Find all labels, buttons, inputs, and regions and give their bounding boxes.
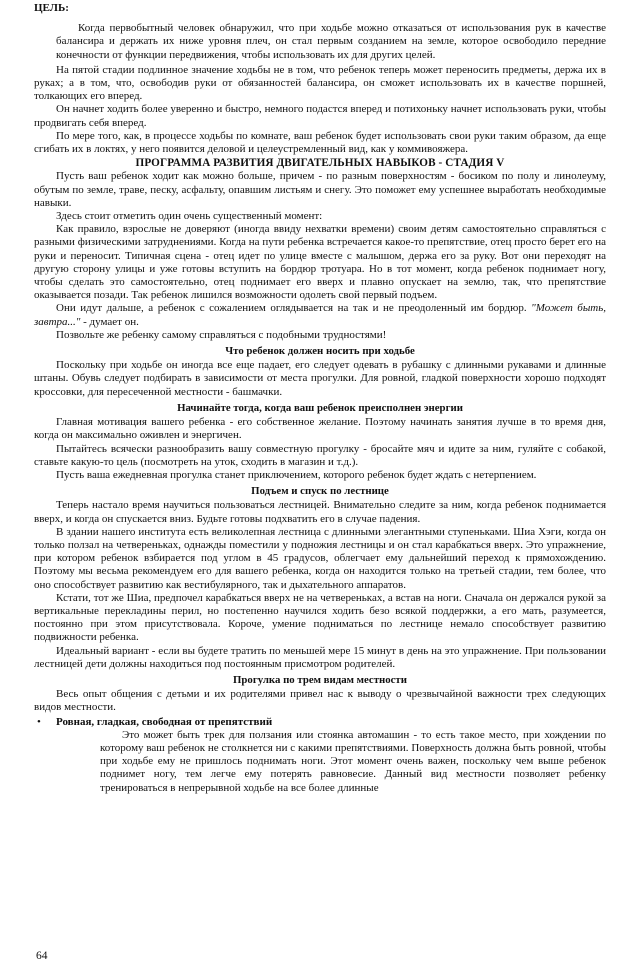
section-label: ЦЕЛЬ: [34,2,69,14]
terrain-list [34,716,606,795]
curb-sentence-start: Они идут дальше, а ребенок с сожалением оглядывается на так и не преодоленный им бордюр. [56,302,532,315]
paragraph: Пусть ваша ежедневная прогулка станет приключением, которого ребенок будет ждать с нетерпением. [56,468,537,481]
paragraph: Весь опыт общения с детьми и их родителями привел нас к выводу о чрезвычайной важности трех следующих видов местности. [34,688,606,714]
paragraph: В здании нашего института есть великолепная лестница с длинными элегантными ступеньками. Шиа Хэги, когда он только ползал на четвереньках, однажды поместили у подножия лестницы и он стал карабкаться вверх. Это упражнение, при котором ребенок взбирается под углом в 45 градусов, облегчает ему дальнейший переход к прямохождению. Поэтому мы весьма рекомендуем его для вашего ребенка, когда он находится только на третьей стадии, тем более, что оно способствует развитию как вестибулярного, так и дыхательного аппаратов. [34,525,606,591]
bullet-icon: • [37,715,41,728]
stairs-heading: Подъем и спуск по лестнице [251,485,389,498]
paragraph: Здесь стоит отметить один очень существенный момент: [56,210,323,223]
list-item-title: Ровная, гладкая, свободная от препятствий [56,715,273,728]
paragraph: Позвольте же ребенку самому справляться с подобными трудностями! [56,328,387,341]
paragraph: Поскольку при ходьбе он иногда все еще падает, его следует одевать в рубашку с длинными рукавами и длинные штаны. Обувь следует подбирать в зависимости от места прогулки. Для ровной, гладкой поверхности хорошо подходят кроссовки, для пересеченной местности - башмачки. [34,359,606,398]
paragraph: Пусть ваш ребенок ходит как можно больше, причем - по разным поверхностям - босиком по полу и линолеуму, обутым по земле, траве, песку, асфальту, опавшим листьям и снегу. Это поможет ему успешнее выработать необходимые навыки. [34,170,606,209]
paragraph: Теперь настало время научиться пользоваться лестницей. Внимательно следите за ним, когда ребенок поднимается вверх, и когда он спускается вниз. Будьте готовы подхватить его в случае падения. [34,499,606,525]
intro-paragraph: Когда первобытный человек обнаружил, что при ходьбе можно отказаться от использования рук в качестве балансира и держать их ниже уровня плеч, он стал первым созданием на земле, которое освободило передние конечности от функции передвижения, чтобы использовать их для других целей. [56,22,606,61]
paragraph: Идеальный вариант - если вы будете тратить по меньшей мере 15 минут в день на это упражнение. При пользовании лестницей дети должны находиться под постоянным присмотром родителей. [34,644,606,670]
curb-sentence-end: - думает он. [80,315,139,328]
curb-quote: "Может быть, завтра..." [34,302,606,328]
program-heading: ПРОГРАММА РАЗВИТИЯ ДВИГАТЕЛЬНЫХ НАВЫКОВ - СТАДИЯ V [135,157,505,170]
energy-heading: Начинайте тогда, когда ваш ребенок преисполнен энергии [177,401,463,414]
paragraph: На пятой стадии подлинное значение ходьбы не в том, что ребенок теперь может переносить предметы, держа их в руках; а в том, что, освободив руки от обязанностей балансира, он сможет использовать их в качестве поршней, толкающих его вперед. [34,63,606,103]
paragraph: Главная мотивация вашего ребенка - его собственное желание. Поэтому начинать занятия лучше в то время дня, когда он максимально оживлен и энергичен. [34,416,606,442]
paragraph: Пытайтесь всячески разнообразить вашу совместную прогулку - бросайте мяч и идите за ним, гуляйте с собакой, ставьте какую-то цель (посмотреть на уток, сходить в магазин и т.д.). [34,442,606,468]
page-number: 64 [36,950,48,962]
list-item [34,716,606,795]
list-item-body: Это может быть трек для ползания или стоянка автомашин - то есть такое место, при хождении по которому ваш ребенок не столкнется ни с какими препятствиями. Поверхность должна быть ровной, чтобы при ходьбе ему не пришлось поднимать ноги. Этот момент очень важен, поскольку чем выше ребенок поднимет ногу, тем легче ему потерять равновесие. Данный вид местности позволяет ребенку тренироваться в непрерывной ходьбе на все более длинные [100,728,606,794]
curb-paragraph [34,302,606,328]
terrain-heading: Прогулка по трем видам местности [233,673,407,686]
paragraph: По мере того, как, в процессе ходьбы по комнате, ваш ребенок будет использовать свои руки таким образом, да еще сгибать их в локтях, у него появится деловой и целеустремленный вид, как у коммивояжера. [34,129,606,156]
paragraph: Он начнет ходить более уверенно и быстро, немного подастся вперед и потихоньку начнет использовать руки, чтобы продвигать себя вперед. [34,103,606,129]
paragraph: Кстати, тот же Шиа, предпочел карабкаться вверх не на четвереньках, а встав на ноги. Сначала он держался рукой за вертикальные перекладины перил, но постепенно научился ходить безо всякой поддержки, а его мать, разумеется, постоянно при этом присутствовала. Короче, умение подниматься по лестнице немало способствует развитию подвижности ребенка. [34,591,606,644]
clothing-heading: Что ребенок должен носить при ходьбе [225,345,415,358]
paragraph: Как правило, взрослые не доверяют (иногда ввиду нехватки времени) своим детям самостоятельно справляться с разными физическими затруднениями. Когда на пути ребенка встречается какое-то препятствие, отец просто берет его на руки и переносит. Типичная сцена - отец идет по улице вместе с малышом, держа его за руку. Вот они переходят на другую сторону улицы и уже готовы вступить на бордюр тротуара. Но в тот момент, когда ребенок поднимает ногу, чтобы сделать это самостоятельно, отец поднимает его вверх и плавно опускает на землю, так, что препятствие оказывается позади. Так ребенок лишился возможности одолеть свой первый подъем. [34,223,606,302]
